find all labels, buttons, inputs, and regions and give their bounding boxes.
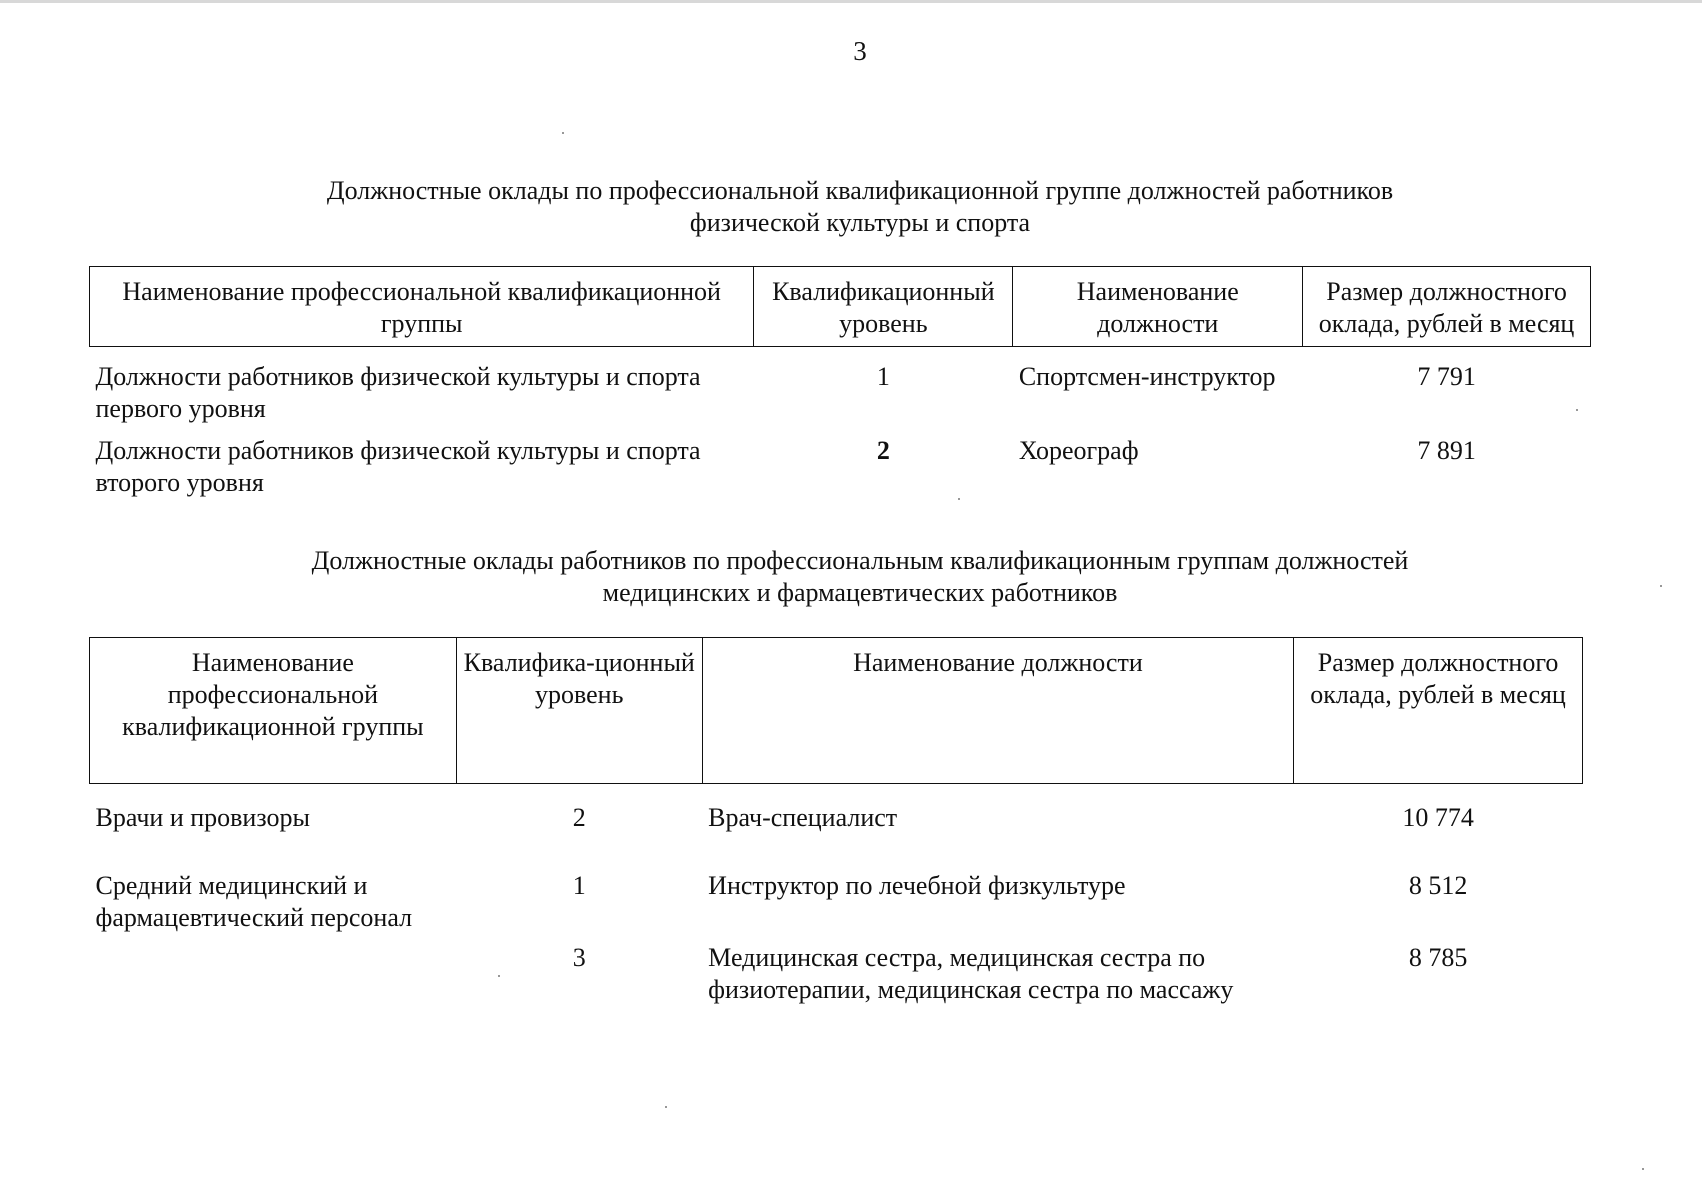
cell-salary: 8 512 [1408,871,1468,900]
page-number: 3 [853,36,867,66]
scan-speck [1660,585,1662,587]
header-qual-level: Квалифика-ционный уровень [456,638,702,784]
header-qual-level: Квалификационный уровень [754,267,1013,347]
table-row [90,431,1591,499]
page-top-edge [0,0,1702,3]
cell-group: Должности работников физической культуры и спорта первого уровня [95,362,701,423]
cell-position: Инструктор по лечебной физкультуре [708,871,1126,900]
medical-salary-table [89,637,1583,1012]
cell-level: 1 [572,871,586,900]
table-row [90,862,1583,940]
scan-speck [1576,409,1578,411]
scan-speck [958,498,960,500]
cell-salary: 7 891 [1417,436,1476,465]
table-row [90,347,1591,432]
header-group-name: Наименование профессиональной квалификационной группы [90,638,457,784]
header-salary: Размер должностного оклада, рублей в месяц [1294,638,1583,784]
cell-group: Врачи и провизоры [95,803,310,832]
section-2-title [0,545,1702,609]
header-position-name: Наименование должности [702,638,1293,784]
section-1-title [0,175,1702,239]
cell-position: Спортсмен-инструктор [1018,362,1276,391]
table-row [90,784,1583,863]
section-2-title-line-2: медицинских и фармацевтических работников [602,578,1118,607]
cell-level: 2 [876,436,890,465]
cell-group: Должности работников физической культуры и спорта второго уровня [95,436,701,497]
section-1-title-line-2: физической культуры и спорта [689,208,1031,237]
table-header-row [90,638,1583,784]
table-header-row [90,267,1591,347]
header-group-name: Наименование профессиональной квалификационной группы [90,267,754,347]
header-salary: Размер должностного оклада, рублей в месяц [1303,267,1591,347]
scan-speck [665,1106,667,1108]
cell-salary: 8 785 [1408,943,1468,972]
scan-speck [498,975,500,977]
cell-group [90,940,457,1012]
section-2-title-line-1: Должностные оклады работников по профессиональным квалификационным группам должностей [311,546,1409,575]
sports-salary-table [89,266,1591,499]
cell-position: Медицинская сестра, медицинская сестра по физиотерапии, медицинская сестра по массажу [708,943,1234,1004]
scan-speck [562,132,564,134]
cell-salary: 10 774 [1402,803,1474,832]
cell-position: Врач-специалист [708,803,898,832]
cell-position: Хореограф [1018,436,1139,465]
cell-level: 2 [572,803,586,832]
cell-level: 1 [876,362,890,391]
scan-speck [1642,1168,1644,1170]
table-row [90,940,1583,1012]
cell-salary: 7 791 [1417,362,1476,391]
cell-level: 3 [572,943,586,972]
header-position-name: Наименование должности [1013,267,1303,347]
section-1-title-line-1: Должностные оклады по профессиональной квалификационной группе должностей работников [326,176,1394,205]
cell-group: Средний медицинский и фармацевтический персонал [95,871,413,932]
